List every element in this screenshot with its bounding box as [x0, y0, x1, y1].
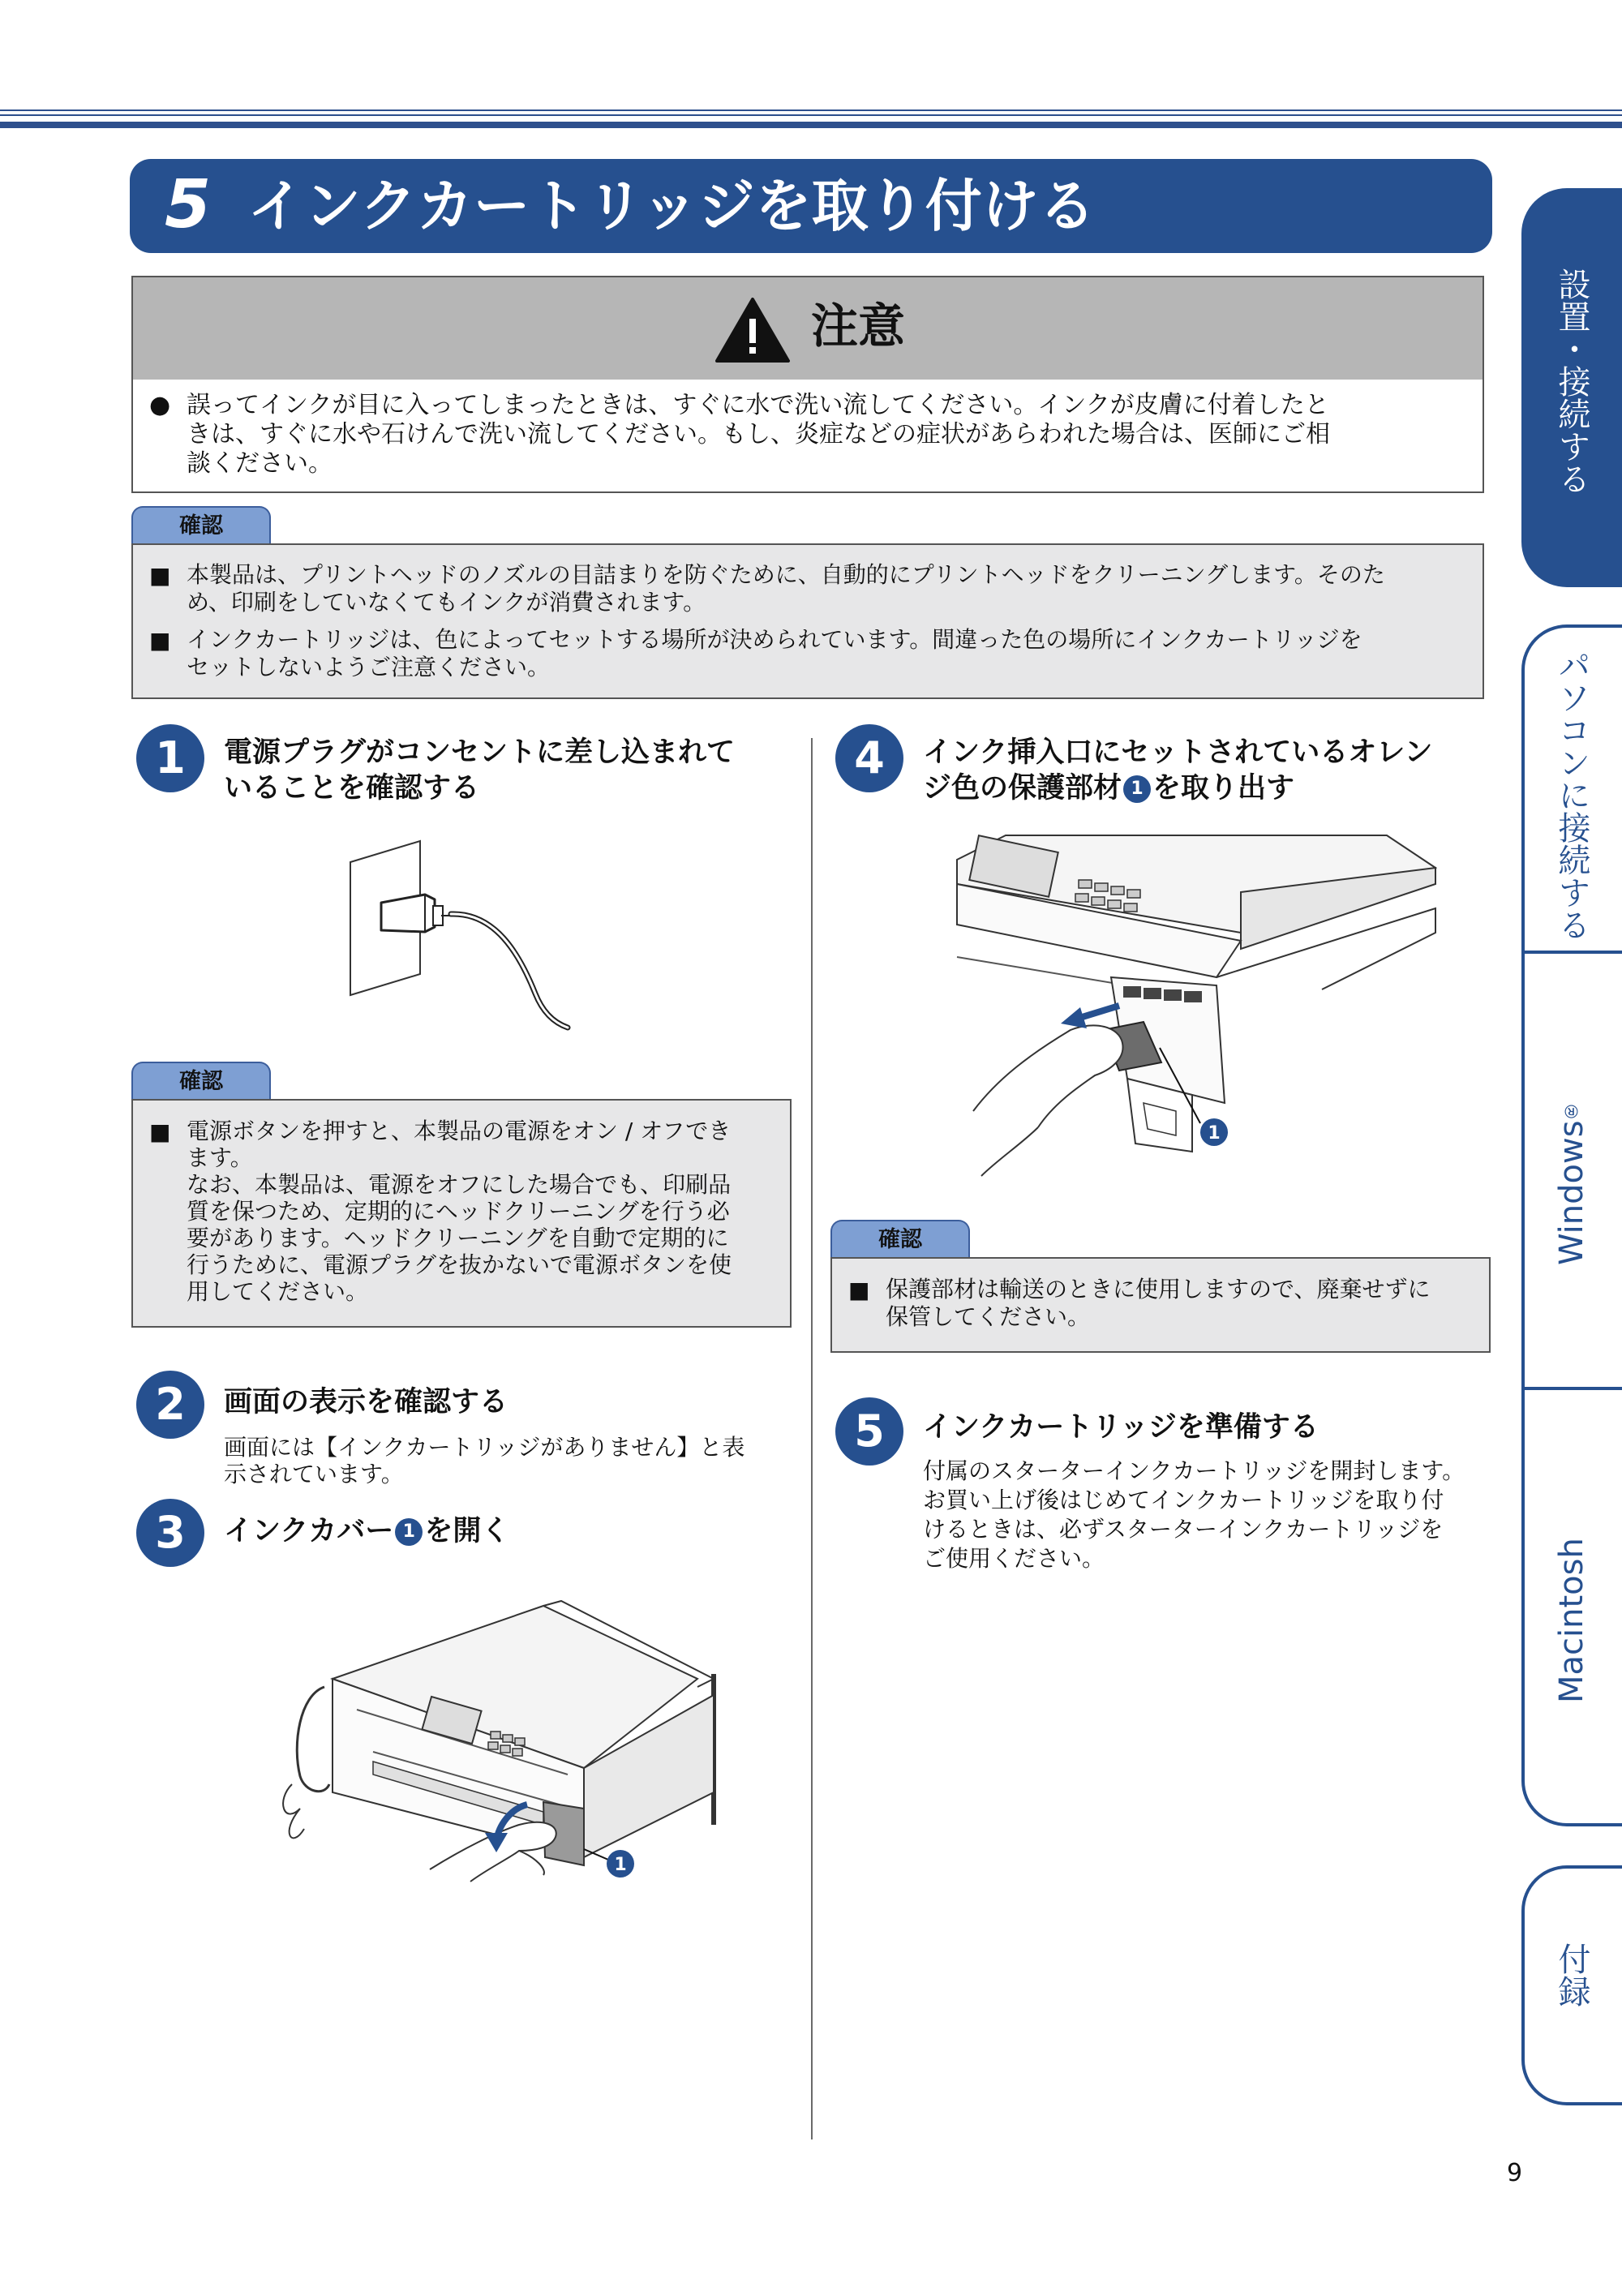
- side-tab-windows-mark: ®: [1561, 1100, 1581, 1121]
- side-tab-macintosh-label: Macintosh: [1553, 1538, 1590, 1703]
- step-4-title-line2: [923, 770, 1491, 806]
- step-4-title-line1: インク挿入口にセットされているオレン: [923, 736, 1433, 769]
- step-4-illustration-marker: 1: [1208, 1123, 1221, 1144]
- step-5-body: 付属のスターターインクカートリッジを開封します。 お買い上げ後はじめてインクカートリッジを取り付 けるときは、必ずスターターインクカートリッジを ご使用ください。: [923, 1457, 1465, 1572]
- confirm-tab-step1: 確認: [131, 1062, 271, 1101]
- column-divider: [811, 738, 813, 2139]
- caution-header: [133, 277, 1483, 380]
- header-rule-thin-2: [0, 114, 1622, 116]
- side-tab-windows-text: Windows: [1553, 1120, 1590, 1265]
- page-number: 9: [1507, 2159, 1523, 2187]
- confirm-top-item-2: インクカートリッジは、色によってセットする場所が決められています。間違った色の場所にインクカートリッジを セットしないようご注意ください。: [187, 626, 1362, 680]
- confirm-tab-step4: 確認: [830, 1220, 970, 1259]
- warning-icon: [714, 296, 792, 364]
- caution-bullet: ●: [149, 391, 171, 419]
- confirm-top-bullet-1: ■: [149, 562, 171, 589]
- step-5-number: 5: [835, 1397, 903, 1466]
- caution-heading: 注意: [811, 298, 906, 354]
- step-4-title-text: ジ色の保護部材: [923, 772, 1122, 805]
- step-5-title: インクカートリッジを準備する: [923, 1411, 1319, 1444]
- section-title: インクカートリッジを取り付ける: [247, 173, 1096, 239]
- step-3-number: 3: [136, 1499, 204, 1567]
- header-rule-thick: [0, 122, 1622, 128]
- section-number: 5: [165, 166, 212, 243]
- step-1-number: 1: [136, 724, 204, 792]
- confirm-step4-text: 保護部材は輸送のときに使用しますので、廃棄せずに 保管してください。: [886, 1276, 1431, 1330]
- header-rule-thin-1: [0, 109, 1622, 111]
- step-4-title-text-after: を取り出す: [1152, 772, 1295, 805]
- step-2-number: 2: [136, 1371, 204, 1439]
- step-4-number: 4: [835, 724, 903, 792]
- power-plug-illustration: [349, 839, 592, 1034]
- step-2-title: 画面の表示を確認する: [224, 1386, 508, 1418]
- side-tab-setup-label: 設置・接続する: [1553, 268, 1590, 495]
- side-tab-appendix-label: 付録: [1553, 1942, 1590, 2007]
- step-3-title-text-after: を開く: [424, 1515, 510, 1547]
- step-4-title: [923, 735, 1491, 806]
- step-2-body: 画面には【インクカートリッジがありません】と表 示されています。: [224, 1434, 745, 1487]
- confirm-step1-bullet: ■: [149, 1118, 171, 1145]
- side-tab-windows-label: [1541, 1079, 1603, 1265]
- step-1-title: 電源プラグがコンセントに差し込まれて いることを確認する: [224, 736, 736, 805]
- step-3-title-marker: 1: [395, 1518, 423, 1546]
- step-3-illustration-marker: 1: [614, 1855, 627, 1875]
- step-4-title-marker: 1: [1123, 775, 1151, 803]
- confirm-step4-bullet: ■: [848, 1277, 870, 1303]
- confirm-top-bullet-2: ■: [149, 627, 171, 654]
- caution-text: 誤ってインクが目に入ってしまったときは、すぐに水で洗い流してください。インクが皮膚に付着したと きは、すぐに水や石けんで洗い流してください。もし、炎症などの症状があらわれた場合は、医師にご相 談ください。: [187, 391, 1330, 478]
- confirm-step1-text: 電源ボタンを押すと、本製品の電源をオン / オフでき ます。 なお、本製品は、電源をオフにした場合でも、印刷品 質を保つため、定期的にヘッドクリーニングを行う必 要があります。ヘッドクリーニングを自動で定期的に 行うために、電源プラグを抜かないで電源ボタンを使 用してください。: [187, 1118, 732, 1305]
- confirm-top-item-1: 本製品は、プリントヘッドのノズルの目詰まりを防ぐために、自動的にプリントヘッドをクリーニングします。そのた め、印刷をしていなくてもインクが消費されます。: [187, 561, 1385, 616]
- printer-protective-part-illustration: [949, 835, 1452, 1192]
- printer-ink-cover-illustration: [276, 1590, 730, 1930]
- confirm-tab-top: 確認: [131, 506, 271, 545]
- step-3-title: [224, 1513, 792, 1549]
- side-tab-pc-connect-label: パソコンに接続する: [1553, 649, 1590, 941]
- step-3-title-text: インクカバー: [224, 1515, 394, 1547]
